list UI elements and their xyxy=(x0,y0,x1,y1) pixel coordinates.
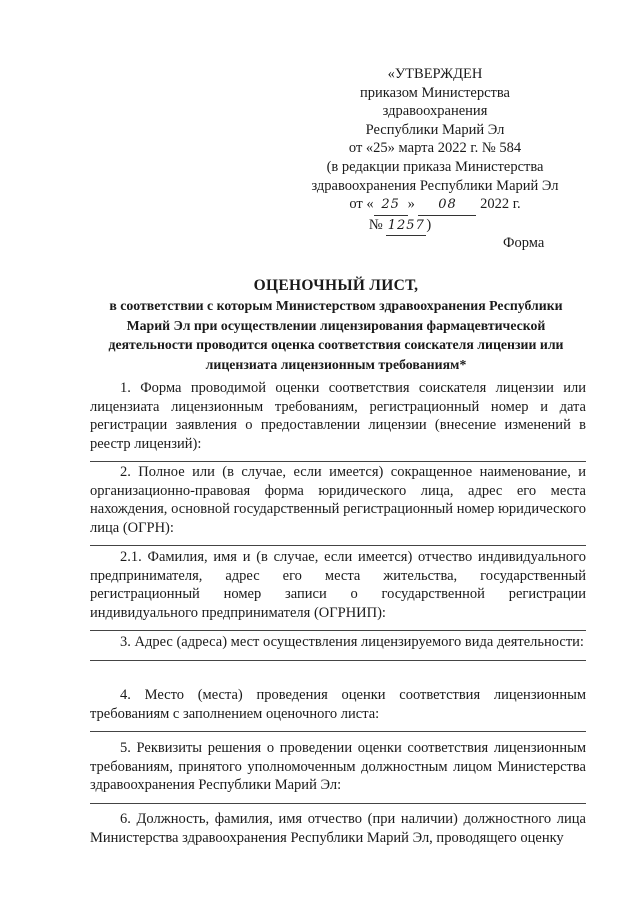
form-label: Форма xyxy=(503,235,545,251)
approval-line-3: здравоохранения xyxy=(382,103,488,120)
section-2 xyxy=(90,463,586,546)
title-main: ОЦЕНОЧНЫЙ ЛИСТ, xyxy=(253,277,419,294)
fill-line xyxy=(90,461,586,462)
section-4-text: 4. Место (места) проведения оценки соответствия лицензионным требованиям с заполнением оценочного листа: xyxy=(90,687,586,722)
fill-line xyxy=(90,630,586,631)
handwritten-number: 1257 xyxy=(386,217,426,237)
handwritten-day: 25 xyxy=(374,196,408,216)
title-subtitle: в соответствии с которым Министерством здравоохранения Республики Марий Эл при осуществлении лицензирования фармацевтической деятельности проводится оценка соответствия соискателя лицензии или лицензиата лицензионным требованиям* xyxy=(108,298,564,372)
fill-line xyxy=(90,545,586,546)
date-prefix: от « xyxy=(349,196,374,213)
document-title xyxy=(90,276,582,374)
approval-line-4: Республики Марий Эл xyxy=(365,121,505,138)
number-suffix: ) xyxy=(426,216,432,233)
fill-line xyxy=(90,660,586,661)
section-2-1-text: 2.1. Фамилия, имя и (в случае, если имеется) отчество индивидуального предпринимателя, адрес его места жительства, государственный регистрационный номер записи о государственной регистрации индивидуального предпринимателя (ОГРНИП): xyxy=(90,549,586,621)
approval-line-7: здравоохранения Республики Марий Эл xyxy=(311,177,559,194)
approval-line-1: «УТВЕРЖДЕН xyxy=(387,66,483,82)
approval-date-line xyxy=(300,195,570,216)
fill-line xyxy=(90,731,586,732)
handwritten-month: 08 xyxy=(418,196,476,216)
section-4 xyxy=(90,686,586,732)
number-prefix: № xyxy=(368,216,383,233)
section-3-text: 3. Адрес (адреса) мест осуществления лицензируемого вида деятельности: xyxy=(120,634,584,650)
section-2-1 xyxy=(90,548,586,631)
section-1-text: 1. Форма проводимой оценки соответствия соискателя лицензии или лицензиата лицензионным требованиям, регистрационный номер и дата регистрации заявления о предоставлении лицензии (внесение изменений в реестр лицензий): xyxy=(90,380,586,452)
date-suffix: 2022 г. xyxy=(480,196,521,213)
approval-stamp xyxy=(300,65,570,236)
approval-line-6: (в редакции приказа Министерства xyxy=(326,158,544,175)
section-5 xyxy=(90,739,586,804)
approval-number-line xyxy=(300,216,570,237)
section-3 xyxy=(90,633,586,661)
approval-line-2: приказом Министерства xyxy=(360,84,510,101)
section-1 xyxy=(90,379,586,462)
section-2-text: 2. Полное или (в случае, если имеется) сокращенное наименование, и организационно-правовая форма юридического лица, адрес его места нахождения, основной государственный регистрационный номер юридического лица (ОГРН): xyxy=(90,464,586,536)
section-6 xyxy=(90,810,586,847)
approval-line-5: от «25» марта 2022 г. № 584 xyxy=(348,140,522,157)
section-6-text: 6. Должность, фамилия, имя отчество (при наличии) должностного лица Министерства здравоохранения Республики Марий Эл, проводящего оценку xyxy=(90,811,586,846)
date-mid: » xyxy=(407,196,415,213)
fill-line xyxy=(90,803,586,804)
section-5-text: 5. Реквизиты решения о проведении оценки соответствия лицензионным требованиям, принятого уполномоченным должностным лицом Министерства здравоохранения Республики Марий Эл: xyxy=(90,740,586,793)
